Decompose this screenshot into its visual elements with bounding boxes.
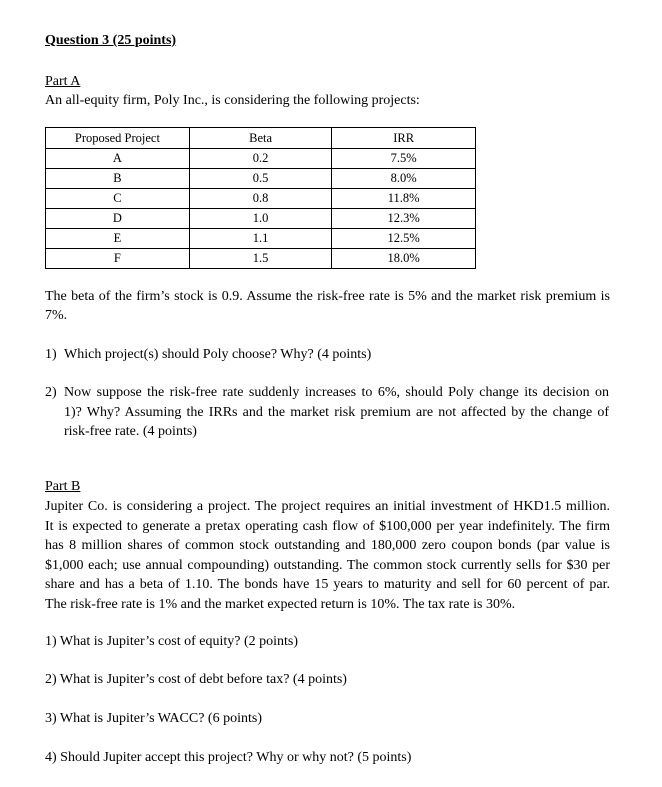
table-row [46, 169, 476, 189]
question-number: 1) [45, 347, 57, 362]
paragraph-line: $1,000 each; use annual compounding) outstanding. The common stock currently sells for $30 per [45, 557, 610, 573]
paragraph-line: has 8 million shares of common stock outstanding and 180,000 zero coupon bonds (par value is [45, 538, 610, 553]
question-title: Question 3 (25 points) [45, 33, 177, 48]
part-a-heading: Part A [45, 74, 81, 89]
cell-beta: 1.1 [189, 229, 332, 249]
cell-irr: 12.3% [332, 209, 476, 229]
table-header-row [46, 128, 476, 149]
cell-project: A [46, 149, 190, 169]
cell-project: F [46, 249, 190, 269]
cell-beta: 1.0 [189, 209, 332, 229]
table-row [46, 229, 476, 249]
cell-beta: 0.8 [189, 189, 332, 209]
column-header-beta: Beta [189, 128, 332, 149]
paragraph-line: share and has a beta of 1.10. The bonds have 15 years to maturity and sell for 60 percent of par. [45, 577, 610, 592]
part-b-question-3: 3) What is Jupiter’s WACC? (6 points) [45, 711, 262, 726]
cell-irr: 8.0% [332, 169, 476, 189]
part-b-paragraph [45, 497, 610, 614]
paragraph-line: It is expected to generate a pretax operating cash flow of $100,000 per year indefinitely. The firm [45, 518, 610, 534]
question-text: Which project(s) should Poly choose? Why? (4 points) [64, 347, 372, 362]
cell-beta: 1.5 [189, 249, 332, 269]
part-b-heading: Part B [45, 479, 81, 494]
cell-beta: 0.2 [189, 149, 332, 169]
cell-project: B [46, 169, 190, 189]
part-b-question-4: 4) Should Jupiter accept this project? Why or why not? (5 points) [45, 750, 412, 765]
column-header-irr: IRR [332, 128, 476, 149]
cell-irr: 11.8% [332, 189, 476, 209]
paragraph-line: Jupiter Co. is considering a project. The project requires an initial investment of HKD1.5 million. [45, 499, 610, 514]
table-row [46, 149, 476, 169]
part-a-intro: An all-equity firm, Poly Inc., is considering the following projects: [45, 93, 420, 108]
cell-project: C [46, 189, 190, 209]
column-header-project: Proposed Project [46, 128, 190, 149]
part-a-statement-line-2: 7%. [45, 308, 68, 323]
table-row [46, 249, 476, 269]
question-number: 2) [45, 385, 57, 400]
table-row [46, 189, 476, 209]
part-a-question-1 [45, 345, 610, 365]
cell-irr: 7.5% [332, 149, 476, 169]
part-a-statement-line-1: The beta of the firm’s stock is 0.9. Assume the risk-free rate is 5% and the market risk premium is [45, 289, 610, 304]
cell-beta: 0.5 [189, 169, 332, 189]
question-text-line-3: risk-free rate. (4 points) [64, 424, 197, 439]
projects-table [45, 127, 476, 269]
paragraph-line: The risk-free rate is 1% and the market expected return is 10%. The tax rate is 30%. [45, 596, 516, 612]
table-row [46, 209, 476, 229]
cell-project: E [46, 229, 190, 249]
cell-project: D [46, 209, 190, 229]
cell-irr: 12.5% [332, 229, 476, 249]
part-b-question-2: 2) What is Jupiter’s cost of debt before tax? (4 points) [45, 672, 347, 687]
question-text-line-1: Now suppose the risk-free rate suddenly increases to 6%, should Poly change its decision on [64, 385, 609, 400]
cell-irr: 18.0% [332, 249, 476, 269]
part-b-question-1: 1) What is Jupiter’s cost of equity? (2 points) [45, 634, 298, 649]
question-text-line-2: 1)? Why? Assuming the IRRs and the market risk premium are not affected by the change of [64, 404, 609, 420]
part-a-question-2 [45, 383, 610, 443]
